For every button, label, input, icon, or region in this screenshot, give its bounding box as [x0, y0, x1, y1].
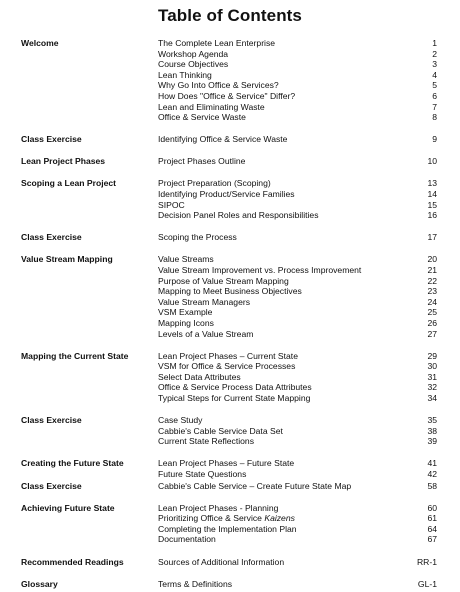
- entry-title: [158, 469, 246, 480]
- entry-title: [158, 200, 185, 211]
- entry-title: [158, 91, 295, 102]
- entry-title: [158, 557, 284, 568]
- entry-title-text: Decision Panel Roles and Responsibilities: [158, 210, 319, 221]
- toc-entry[interactable]: [0, 156, 460, 167]
- entry-title-text: Identifying Product/Service Families: [158, 189, 295, 200]
- entry-title-text: Workshop Agenda: [158, 48, 229, 59]
- entry-title: [158, 579, 232, 590]
- toc-section: [0, 156, 460, 167]
- section-label: Mapping the Current State: [21, 350, 129, 361]
- entry-title: [158, 70, 212, 81]
- entry-title-text: Identifying Office & Service Waste: [158, 134, 288, 145]
- entry-title-text: Prioritizing Office & Service: [158, 513, 265, 524]
- entry-title-text: Current State Reflections: [158, 436, 255, 447]
- entry-title-text: Mapping to Meet Business Objectives: [158, 286, 302, 297]
- page-number: 34: [427, 393, 437, 404]
- page-number: 1: [432, 38, 437, 48]
- entry-title-text: Project Preparation (Scoping): [158, 178, 271, 189]
- toc-section: [0, 503, 460, 545]
- toc-entry[interactable]: [0, 503, 460, 514]
- section-label: Scoping a Lean Project: [21, 178, 117, 189]
- table-of-contents: [0, 38, 460, 589]
- toc-entry[interactable]: [0, 102, 460, 113]
- page-number: 3: [432, 59, 437, 70]
- page-number: 10: [427, 156, 437, 167]
- entry-title: [158, 210, 319, 221]
- section-label: Glossary: [21, 578, 58, 589]
- toc-entry[interactable]: [0, 200, 460, 211]
- page-number: 42: [427, 469, 437, 479]
- page-number: 60: [427, 502, 437, 513]
- toc-entry[interactable]: [0, 458, 460, 469]
- page-number: 17: [427, 232, 437, 243]
- entry-title: [158, 189, 295, 200]
- page-number: 26: [427, 317, 437, 328]
- entry-title-text: Value Streams: [158, 254, 214, 265]
- page-number: 64: [427, 523, 437, 534]
- page-number: 14: [427, 189, 437, 200]
- toc-entry[interactable]: [0, 70, 460, 81]
- entry-title: [158, 134, 287, 145]
- section-label: Class Exercise: [21, 480, 82, 491]
- entry-title-text: Office & Service Waste: [158, 112, 246, 123]
- entry-title: [158, 297, 250, 308]
- toc-entry[interactable]: [0, 297, 460, 308]
- entry-title-text: Office & Service Process Data Attributes: [158, 382, 312, 393]
- toc-entry[interactable]: [0, 329, 460, 340]
- page-number: 4: [432, 69, 437, 80]
- entry-title-text: Purpose of Value Stream Mapping: [158, 275, 289, 286]
- entry-title: [158, 49, 228, 60]
- entry-title-text: Typical Steps for Current State Mapping: [158, 393, 311, 404]
- toc-entry[interactable]: [0, 372, 460, 383]
- toc-entry[interactable]: [0, 286, 460, 297]
- toc-entry[interactable]: [0, 210, 460, 221]
- entry-title-text: Value Stream Managers: [158, 296, 251, 307]
- entry-title: [158, 372, 241, 383]
- toc-entry[interactable]: [0, 112, 460, 123]
- entry-title-italic: Kaizens: [264, 513, 295, 524]
- entry-title-text: VSM for Office & Service Processes: [158, 361, 296, 372]
- toc-entry[interactable]: [0, 265, 460, 276]
- entry-title: [158, 318, 214, 329]
- page-number: 21: [427, 265, 437, 275]
- toc-entry[interactable]: [0, 254, 460, 265]
- page-number: 23: [427, 286, 437, 297]
- section-label: Class Exercise: [21, 415, 82, 426]
- toc-entry[interactable]: [0, 178, 460, 189]
- entry-title-text: Completing the Implementation Plan: [158, 523, 297, 534]
- entry-title: [158, 393, 310, 404]
- toc-entry[interactable]: [0, 436, 460, 447]
- toc-section: [0, 557, 460, 568]
- page-number: 5: [432, 80, 437, 91]
- section-label: Class Exercise: [21, 232, 82, 243]
- entry-title-text: Future State Questions: [158, 469, 247, 479]
- page-number: 61: [427, 513, 437, 524]
- toc-entry[interactable]: [0, 524, 460, 535]
- entry-title-text: Project Phases Outline: [158, 156, 246, 167]
- entry-title: [158, 232, 237, 243]
- entry-title-text: Terms & Definitions: [158, 578, 233, 589]
- entry-title: [158, 102, 265, 113]
- entry-title-text: Scoping the Process: [158, 232, 237, 243]
- page-number: 25: [427, 307, 437, 318]
- toc-section: [0, 415, 460, 447]
- entry-title-text: Lean Thinking: [158, 69, 212, 80]
- page-number: 15: [427, 199, 437, 210]
- entry-title: [158, 524, 297, 535]
- entry-title-text: Sources of Additional Information: [158, 556, 285, 567]
- toc-entry[interactable]: [0, 38, 460, 49]
- entry-title-text: VSM Example: [158, 307, 213, 318]
- toc-entry[interactable]: [0, 232, 460, 243]
- toc-entry[interactable]: [0, 134, 460, 145]
- page-number: 2: [432, 48, 437, 59]
- toc-entry[interactable]: [0, 351, 460, 362]
- toc-entry[interactable]: [0, 80, 460, 91]
- page-number: 58: [427, 480, 437, 491]
- toc-section: [0, 254, 460, 339]
- page-number: RR-1: [416, 556, 437, 567]
- toc-entry[interactable]: [0, 513, 460, 524]
- toc-entry[interactable]: [0, 415, 460, 426]
- toc-entry[interactable]: [0, 557, 460, 568]
- page-number: 7: [432, 101, 437, 112]
- section-label: Creating the Future State: [21, 458, 124, 469]
- page-number: 13: [427, 178, 437, 189]
- entry-title-text: SIPOC: [158, 199, 185, 210]
- entry-title-text: Why Go Into Office & Services?: [158, 80, 279, 91]
- entry-title: [158, 426, 283, 437]
- entry-title-text: Mapping Icons: [158, 317, 214, 328]
- toc-entry[interactable]: [0, 189, 460, 200]
- entry-title-text: How Does "Office & Service" Differ?: [158, 90, 296, 101]
- section-label: Lean Project Phases: [21, 156, 106, 167]
- entry-title: [158, 178, 271, 189]
- toc-entry[interactable]: [0, 469, 460, 480]
- entry-title-text: Documentation: [158, 534, 216, 545]
- entry-title-text: Course Objectives: [158, 59, 229, 70]
- page-number: 20: [427, 254, 437, 265]
- entry-title-text: Case Study: [158, 415, 203, 426]
- page-number: 22: [427, 275, 437, 286]
- entry-title-text: The Complete Lean Enterprise: [158, 38, 276, 48]
- toc-entry[interactable]: [0, 318, 460, 329]
- entry-title-text: Lean and Eliminating Waste: [158, 101, 265, 112]
- page-number: 32: [427, 382, 437, 393]
- entry-title: [158, 286, 302, 297]
- entry-title: [158, 481, 351, 492]
- page-number: 16: [427, 210, 437, 221]
- toc-section: [0, 38, 460, 123]
- entry-title: [158, 436, 254, 447]
- toc-section: [0, 351, 460, 404]
- page-number: 35: [427, 415, 437, 426]
- toc-entry[interactable]: [0, 91, 460, 102]
- entry-title: [158, 361, 295, 372]
- toc-section: [0, 481, 460, 492]
- entry-title: [158, 276, 289, 287]
- toc-entry[interactable]: [0, 579, 460, 590]
- entry-title: [158, 329, 253, 340]
- page-number: 8: [432, 112, 437, 123]
- toc-entry[interactable]: [0, 307, 460, 318]
- page-number: 30: [427, 361, 437, 372]
- toc-entry[interactable]: [0, 481, 460, 492]
- entry-title: [158, 458, 294, 469]
- entry-title: [158, 307, 212, 318]
- page-number: GL-1: [417, 578, 437, 589]
- page-number: 9: [432, 134, 437, 145]
- toc-entry[interactable]: [0, 534, 460, 545]
- entry-title-text: Lean Project Phases – Future State: [158, 458, 295, 469]
- toc-entry[interactable]: [0, 393, 460, 404]
- toc-section: [0, 232, 460, 243]
- page-number: 67: [427, 534, 437, 545]
- entry-title: [158, 59, 228, 70]
- entry-title: [158, 534, 216, 545]
- page-number: 41: [427, 458, 437, 469]
- entry-title: [158, 513, 295, 524]
- section-label: Value Stream Mapping: [21, 254, 113, 265]
- entry-title-text: Lean Project Phases – Current State: [158, 350, 298, 361]
- page-title: Table of Contents: [158, 6, 302, 25]
- toc-entry[interactable]: [0, 49, 460, 60]
- toc-section: [0, 134, 460, 145]
- toc-section: [0, 579, 460, 590]
- entry-title-text: Value Stream Improvement vs. Process Improvement: [158, 265, 362, 275]
- toc-entry[interactable]: [0, 382, 460, 393]
- entry-title: [158, 415, 202, 426]
- toc-entry[interactable]: [0, 361, 460, 372]
- entry-title: [158, 156, 245, 167]
- entry-title: [158, 80, 279, 91]
- entry-title: [158, 351, 298, 362]
- page-number: 38: [427, 425, 437, 436]
- page-number: 27: [427, 328, 437, 339]
- page-number: 39: [427, 436, 437, 447]
- entry-title: [158, 38, 275, 49]
- entry-title-text: Levels of a Value Stream: [158, 328, 254, 339]
- entry-title-text: Lean Project Phases - Planning: [158, 502, 279, 513]
- section-label: Recommended Readings: [21, 556, 124, 567]
- entry-title: [158, 382, 312, 393]
- page-number: 24: [427, 296, 437, 307]
- toc-section: [0, 178, 460, 220]
- entry-title: [158, 265, 361, 276]
- toc-entry[interactable]: [0, 276, 460, 287]
- entry-title: [158, 254, 214, 265]
- toc-entry[interactable]: [0, 426, 460, 437]
- entry-title-text: Cabbie's Cable Service Data Set: [158, 425, 283, 436]
- entry-title: [158, 112, 246, 123]
- toc-section: [0, 458, 460, 479]
- page-number: 6: [432, 90, 437, 101]
- section-label: Welcome: [21, 38, 59, 48]
- page-number: 29: [427, 350, 437, 361]
- toc-entry[interactable]: [0, 59, 460, 70]
- entry-title-text: Cabbie's Cable Service – Create Future State Map: [158, 480, 352, 491]
- section-label: Achieving Future State: [21, 502, 115, 513]
- entry-title-text: Select Data Attributes: [158, 371, 241, 382]
- page-number: 31: [427, 371, 437, 382]
- entry-title: [158, 503, 278, 514]
- section-label: Class Exercise: [21, 134, 82, 145]
